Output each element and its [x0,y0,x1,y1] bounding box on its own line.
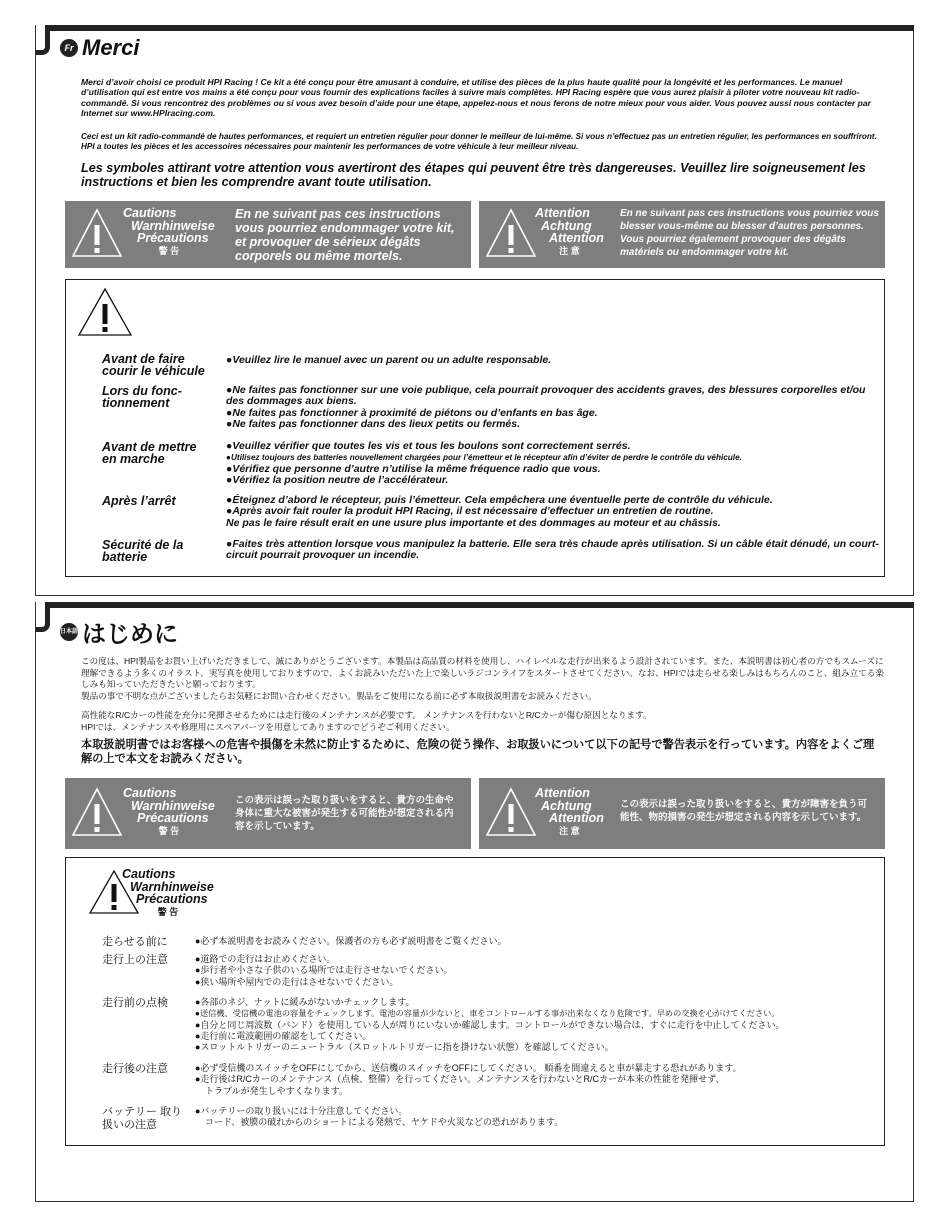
row-label: 走行上の注意 [102,954,168,966]
row-item: Ne pas le faire résult erait en une usure plus importante et des dommages au moteur et au châssis. [226,516,721,529]
row-item: ●走行前に電波範囲の確認をしてください。 [195,1030,372,1041]
row-items [226,495,876,529]
language-badge-icon: Fr [60,39,78,57]
caution-label-en: Cautions [122,867,176,881]
section-top-bar [50,602,914,608]
caution-label-de: Warnhinweise [130,879,214,894]
row-label: Lors du fonc-tionnement [102,384,182,410]
warning-triangle-icon [71,786,123,838]
caution-label-fr: Précautions [137,811,209,825]
warning-list-box [65,857,885,1146]
attention-label-en: Attention [535,786,590,800]
warning-list-box [65,279,885,577]
warning-triangle-icon [71,207,123,259]
row-item: ●Utilisez toujours des batteries nouvellement chargées pour l’émetteur et le récepteur afin d’éviter de perdre le contrôle du véhicule. [226,453,742,463]
caution-box [65,201,471,268]
caution-text: この表示は誤った取り扱いをすると、貴方の生命や身体に重大な被害が発生する可能性が想定される内容を示しています。 [235,795,454,832]
row-items [195,997,895,1053]
row-label: バッテリー 取り扱いの注意 [102,1106,183,1131]
warning-triangle-icon [485,207,537,259]
warning-triangle-icon [76,286,134,338]
attention-label-jp: 注 意 [559,825,580,836]
caution-label-fr: Précautions [137,231,209,245]
attention-label-de: Achtung [541,798,592,813]
row-label: Sécurité de la batterie [102,538,184,564]
row-item: ●Éteignez d’abord le récepteur, puis l’émetteur. Cela empêchera une éventuelle perte de contrôle du véhicule. [226,494,773,506]
intro-paragraph-1: この度は、HPI製品をお買い上げいただきまして、誠にありがとうございます。本製品は高品質の材料を使用し、ハイレベルな走行が出来るよう設計されています。また、本説明書は初心者の方でもスムーズに理解できるよう多くのイラスト、実写真を使用しておりますので、よくお読みいただいた上で楽しいラジコンライフをスタートさせてください。なお、HPIでは走らせる楽しみはもちろんのこと、組み立てる楽しみも知っていただきたいと願っております。 [81,656,884,689]
warning-triangle-icon [485,786,537,838]
caution-label-jp: 警 告 [157,906,179,917]
attention-labels [535,207,604,257]
attention-label-fr: Attention [549,811,604,825]
row-item: ●狭い場所や屋内での走行はさせないでください。 [195,976,399,987]
row-item: ●Vérifiez la position neutre de l’accélérateur. [226,474,449,487]
language-badge-icon: 日本語 [60,623,78,641]
row-items [195,1063,895,1097]
caution-label-en: Cautions [123,786,177,800]
row-item: トラブルが発生しやすくなります。 [205,1085,348,1096]
row-item: ●Faites très attention lorsque vous manipulez la batterie. Elle sera très chaude après utilisation. Si un câble était dénudé, un court-circuit pourrait provoquer un incendie. [226,538,879,562]
notice-paragraph: 本取扱説明書ではお客様への危害や損傷を未然に防止するために、危険の従う操作、お取扱いについて以下の記号で警告表示を行っています。内容をよくご理解の上で本文をお読みください。 [81,739,875,765]
intro-paragraph-1b: 製品の事で不明な点がございましたらお気軽にお問い合わせください。製品をご使用になる前に必ず本取扱説明書をお読みください。 [81,691,597,701]
attention-label-de: Achtung [541,218,592,233]
row-item: ●道路での走行はお止めください。 [195,954,336,964]
section-title [60,35,139,61]
french-section [35,25,914,596]
row-item: ●スロットルトリガーのニュートラル（スロットルトリガーに指を掛けない状態）を確認してください。 [195,1042,614,1053]
caution-box [65,778,471,849]
row-item: ●バッテリーの取り扱いには十分注意してください。 [195,1106,408,1116]
attention-box [479,201,885,268]
attention-label-fr: Attention [549,231,604,245]
caution-label-en: Cautions [123,206,177,220]
caution-label-jp: 警 告 [158,245,180,256]
row-item: コード、被膜の破れからのショートによる発熱で、ヤケドや火災などの恐れがあります。 [205,1117,564,1128]
row-label: 走らせる前に [102,936,168,948]
attention-label-jp: 注 意 [559,245,580,256]
row-item: ●Vérifiez que personne d’autre n’utilise la même fréquence radio que vous. [226,462,601,475]
row-item: ●Ne faites pas fonctionner à proximité de piétons ou d’enfants en bas âge. [226,406,598,419]
caution-labels [122,868,214,918]
caution-label-de: Warnhinweise [131,798,215,813]
caution-labels [123,787,215,837]
row-label: 走行後の注意 [102,1063,168,1075]
intro-paragraph-2: Ceci est un kit radio-commandé de hautes performances, et requiert un entretien régulier pour donner le meilleur de lui-même. Si vous n’effectuez pas un entretien régulier, les performances en souffriront. HPI a toutes les pièces et les accessoires nécessaires pour maintenir les performances de votre véhicule à leur meilleur niveau. [81,132,877,152]
row-items [226,385,876,431]
caution-labels [123,207,215,257]
row-item: ●自分と同じ周波数（バンド）を使用している人が周りにいないか確認します。コントロールができない場合は、すぐに走行を中止してください。 [195,1019,785,1030]
row-item: ●歩行者や小さな子供のいる場所では走行させないでください。 [195,965,453,976]
attention-box [479,778,885,849]
row-label: Avant de mettre en marche [102,440,197,466]
section-title-text: Merci [82,35,140,60]
row-item: ●送信機、受信機の電池の容量をチェックします。電池の容量が少ないと、車をコントロールする事が出来なくなり危険です。早めの交換を心がけてください。 [195,1009,780,1019]
row-item: ●必ず本説明書をお読みください。保護者の方も必ず説明書をご覧ください。 [195,936,507,946]
row-label: 走行前の点検 [102,997,168,1009]
section-title-text: はじめに [82,621,178,648]
notice-paragraph: Les symboles attirant votre attention vous avertiront des étapes qui peuvent être très dangereuses. Veuillez lire soigneusement les instructions et bien les comprendre avant toute utilisation. [81,161,866,189]
row-item: ●必ず受信機のスイッチをOFFにしてから、送信機のスイッチをOFFにしてください。 順番を間違えると車が暴走する恐れがあります。 [195,1063,742,1073]
intro-paragraph-2b: HPIでは、メンテナンスや修理用にスペアパーツを用意してありますのでどうぞご利用ください。 [81,722,455,732]
attention-text: En ne suivant pas ces instructions vous pourriez vous blesser vous-même ou blesser d’autres personnes. Vous pourriez également provoquer des dégâts matériels ou endommager votre kit. [620,208,879,258]
section-title [60,614,178,649]
row-item: ●走行後はR/Cカーのメンテナンス（点検、整備）を行ってください。メンテナンスを行わないとR/Cカーが本来の性能を発揮せず、 [195,1074,725,1085]
caution-text: En ne suivant pas ces instructions vous pourriez endommager votre kit, et provoquer de sérieux dégâts corporels ou même mortels. [235,207,455,263]
row-items [195,954,845,988]
attention-text: この表示は誤った取り扱いをすると、貴方が障害を負う可能性、物的損害の発生が想定される内容を示しています。 [620,799,868,823]
intro-paragraph-1: Merci d’avoir choisi ce produit HPI Racing ! Ce kit a été conçu pour être amusant à conduire, et utilise des pièces de la plus haute qualité pour la longévité et les performances. Le manuel d’utilisation qui est entre vos mains a été conçu pour vous fournir des explications faciles à suivre mais complètes. HPI Racing espère que vous aurez plaisir à piloter votre nouveau kit radio-commandé. Si vous rencontrez des problèmes ou si vous avez besoin d’aide pour une étape, appelez-nous et nous ferons de notre mieux pour vous aider. Vous pouvez aussi nous contacter par Internet sur www.HPIracing.com. [81,77,872,118]
intro-paragraph-2: 高性能なR/Cカーの性能を充分に発揮させるためには走行後のメンテナンスが必要です。 メンテナンスを行わないとR/Cカーが傷む原因となります。 [81,710,652,720]
attention-labels [535,787,604,837]
row-items [226,441,876,487]
row-label: Après l’arrêt [102,494,176,508]
row-items [226,355,876,366]
caution-label-de: Warnhinweise [131,218,215,233]
caution-label-jp: 警 告 [158,825,180,836]
row-item: ●Après avoir fait rouler la produit HPI Racing, il est nécessaire d’effectuer un entretien de routine. [226,505,714,518]
row-label: Avant de faire courir le véhicule [102,352,205,378]
row-item: ●Veuillez vérifier que toutes les vis et tous les boulons sont correctement serrés. [226,440,631,452]
section-hook-decoration [36,25,50,55]
row-item: ●Ne faites pas fonctionner dans des lieux petits ou fermés. [226,418,520,431]
row-items [226,539,886,562]
caution-label-fr: Précautions [136,892,208,906]
section-hook-decoration [36,602,50,632]
japanese-section [35,602,914,1202]
row-item: ●Veuillez lire le manuel avec un parent ou un adulte responsable. [226,354,552,366]
section-top-bar [50,25,914,31]
row-items [195,936,845,947]
attention-label-en: Attention [535,206,590,220]
row-items [195,1106,845,1129]
row-item: ●各部のネジ、ナットに緩みがないかチェックします。 [195,997,415,1007]
row-item: ●Ne faites pas fonctionner sur une voie publique, cela pourrait provoquer des accidents graves, des blessures corporelles et/ou des dommages aux biens. [226,384,866,408]
